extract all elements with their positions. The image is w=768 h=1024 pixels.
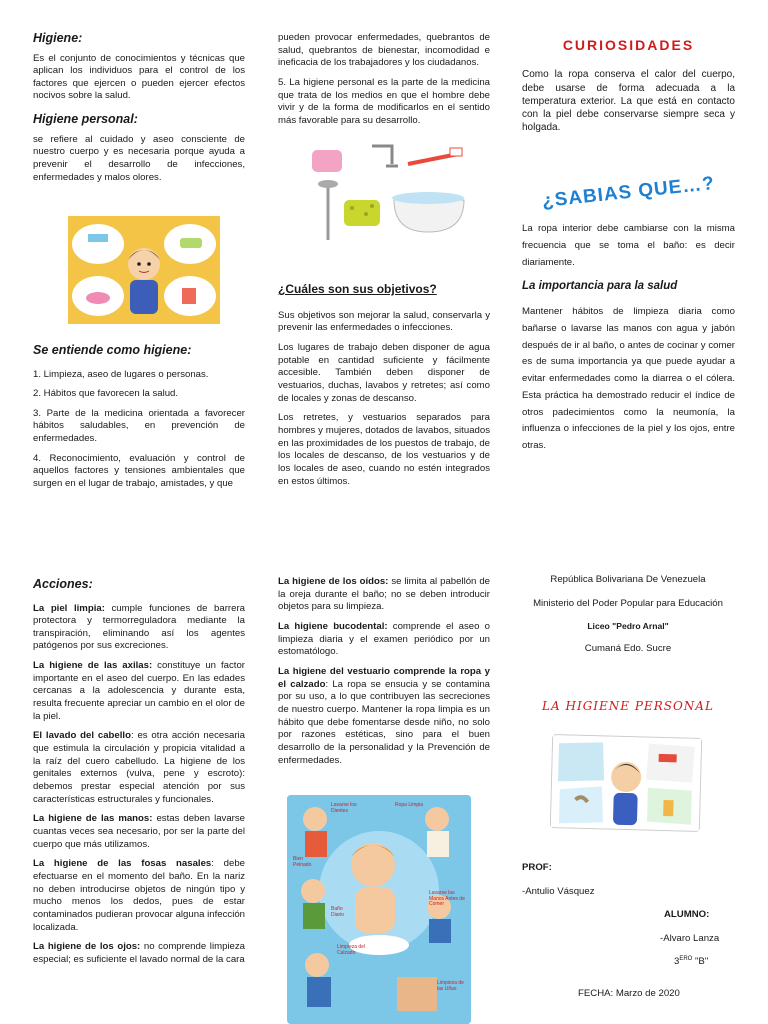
entiende-item-3: 3. Parte de la medicina orientada a favorecer hábitos saludables, en prevención de enfermedades. [33,407,245,445]
accion-piel: La piel limpia: cumple funciones de barrera protectora y termorreguladora mediante la transpiración, eliminando así los agentes patógenos por sus excreciones. [33,602,245,652]
sabias-text: La ropa interior debe cambiarse con la misma frecuencia que se toma el baño: es decir diariamente. [522,223,735,269]
poster-label-calzado: Limpieza del Calzado [337,944,366,956]
ciudad-text: Cumaná Edo. Sucre [584,642,672,654]
column-2 [278,32,490,135]
poster-label-manos: Lavarse las Manos Antes de Comer [429,890,465,907]
grado-seccion: "B" [695,955,709,967]
ministerio-text: Ministerio del Poder Popular para Educación [533,597,723,609]
accion-fosas-nasales: La higiene de las fosas nasales: debe efectuarse en el momento del baño. En la nariz no deben introducirse objetos de ningún tipo y mucho menos los dedos, pues de estar contaminados pudieran provocar alguna infección localizada. [33,858,245,933]
col2-item-5: 5. La higiene personal es la parte de la medicina que trata de los medios en que el hombre debe vivir y de la forma de modificarlos en el sentido más favorable para su desarrollo. [278,76,490,126]
importancia-heading: La importancia para la salud [522,279,678,292]
column-4 [33,576,245,974]
poster-label-unas: Limpieza de las Uñas [437,980,464,992]
grado-sup: ERO [679,955,693,962]
poster-label-bano: Baño Diario [331,906,345,918]
objetivos-p1: Sus objetivos son mejorar la salud, conservarla y prevenir las enfermedades o infecciones. [278,309,490,334]
objetivos-heading: ¿Cuáles son sus objetivos? [278,282,437,296]
higiene-heading: Higiene: [33,31,83,45]
objetivos-p3: Los retretes, y vestuarios separados para hombres y mujeres, dotados de lavabos, situados en las proximidades de los puestos de trabajo, de los locales de descanso, de los vestuarios y de los locales de aseo, cuando no estén integrados en estos últimos. [278,412,490,487]
accion-oidos: La higiene de los oídos: se limita al pabellón de la oreja durante el baño; no se deben introducir objetos para su limpieza. [278,576,490,613]
column-6-cover [520,574,736,715]
prof-label: PROF: [522,862,552,873]
entiende-item-1: 1. Limpieza, aseo de lugares o personas. [33,368,209,380]
sabias-heading: ¿SABIAS QUE…? [541,173,716,213]
accion-vestuario: La higiene del vestuario comprende la ropa y el calzado: La ropa se ensucia y se contamina por su uso, a lo que contribuyen las secreciones de nuestro cuerpo. Mantener la ropa limpia es un hábito que debe fomentarse desde niño, no solo por razones estéticas, sino para el buen desarrollo de la personalidad y la Prevención de enfermedades. [278,665,491,766]
alumno-label: ALUMNO: [664,909,710,921]
importancia-text: Mantener hábitos de limpieza diaria como bañarse o lavarse las manos con agua y jabón después de ir al baño, o antes de cocinar y comer es de suma importancia ya que puede ayudar a evitar enfermedades como la diarrea o el cólera. Esta práctica ha demostrado reducir el índice de otros padecimientos como la neumonía, la influenza o infecciones de la piel y los ojos, entre otras. [522,306,735,452]
alumno-name: -Alvaro Lanza [660,932,720,944]
column-5 [278,576,490,774]
column-3 [522,36,735,462]
curiosidades-text: Como la ropa conserva el calor del cuerpo, debe usarse de forma adecuada a la temperatura exterior. La que está en contacto con la piel debe conservarse siempre seca y holgada. [522,69,735,134]
poster-label-peinado: Bien Peinado [293,856,312,868]
grado-num: 3 [674,955,680,967]
prof-name: -Antulio Vásquez [522,885,595,897]
accion-ojos: La higiene de los ojos: no comprende limpieza especial; es suficiente el lavado normal de la cara [33,941,245,965]
higiene-text: Es el conjunto de conocimientos y técnicas que aplican los individuos para el control de los factores que ejercen o pueden ejercer efectos nocivos sobre la salud. [33,52,245,102]
accion-bucodental: La higiene bucodental: comprende el aseo o limpieza diaria y el examen periódico por un estomatólogo. [278,620,490,658]
poster-label-ropa: Ropa Limpia [395,802,424,808]
column-2-lower [278,282,490,495]
accion-axilas: La higiene de las axilas: constituye un factor importante en el aseo del cuerpo. En las edades cercanas a la adolescencia y durante esta, resulta frecuente apreciar un cambio en el olor de la piel. [33,660,245,722]
entiende-item-4: 4. Reconocimiento, evaluación y control de aquellos factores y tensiones ambientales que surgen en el lugar de trabajo, amistades, y que [33,452,245,490]
accion-cabello: El lavado del cabello: es otra acción necesaria que estimula la circulación y propicia vitalidad a la raíz del cuero cabelludo. La higiene de los genitales externos (vulva, pene y escroto): debemos prestar especial atención por sus características estructurales y funcionales. [33,730,245,805]
hygiene-poster [287,795,471,1024]
column-1 [33,30,245,191]
acciones-heading: Acciones: [33,577,93,591]
curiosidades-heading: CURIOSIDADES [562,37,695,53]
bathroom-items-illustration [308,140,468,252]
fecha-text: FECHA: Marzo de 2020 [578,988,680,1000]
entiende-heading: Se entiende como higiene: [33,343,192,357]
higiene-personal-heading: Higiene personal: [33,112,138,127]
accion-manos: La higiene de las manos: estas deben lavarse cuantas veces sea necesario, por ser la parte del cuerpo que más utilizamos. [33,813,245,850]
grado [674,956,738,969]
republica-text: República Bolivariana De Venezuela [550,574,706,585]
poster-label-dientes: Lavarse los Dientes [331,802,357,814]
column-1-lower [33,342,245,498]
cover-hygiene-illustration [550,734,702,832]
document-title: LA HIGIENE PERSONAL [542,699,714,714]
entiende-item-2: 2. Hábitos que favorecen la salud. [33,388,179,400]
boy-hygiene-illustration [68,216,220,324]
col2-continuation: pueden provocar enfermedades, quebrantos de salud, quebrantos de bienestar, incomodidad e ineficacia de los trabajadores y los ciudadanos. [278,32,490,69]
liceo-text: Liceo "Pedro Arnal" [587,621,669,632]
higiene-personal-text: se refiere al cuidado y aseo consciente de nuestro cuerpo y es necesaria porque ayuda a prevenir el desarrollo de infecciones, enfermedades y malos olores. [33,133,245,183]
cover-credits [522,862,738,1001]
objetivos-p2: Los lugares de trabajo deben disponer de agua potable en cantidad suficiente y fácilmente accesible. También deben disponer de vestuarios, duchas, lavabos y retretes; así como de locales y zonas de descanso. [278,342,490,404]
